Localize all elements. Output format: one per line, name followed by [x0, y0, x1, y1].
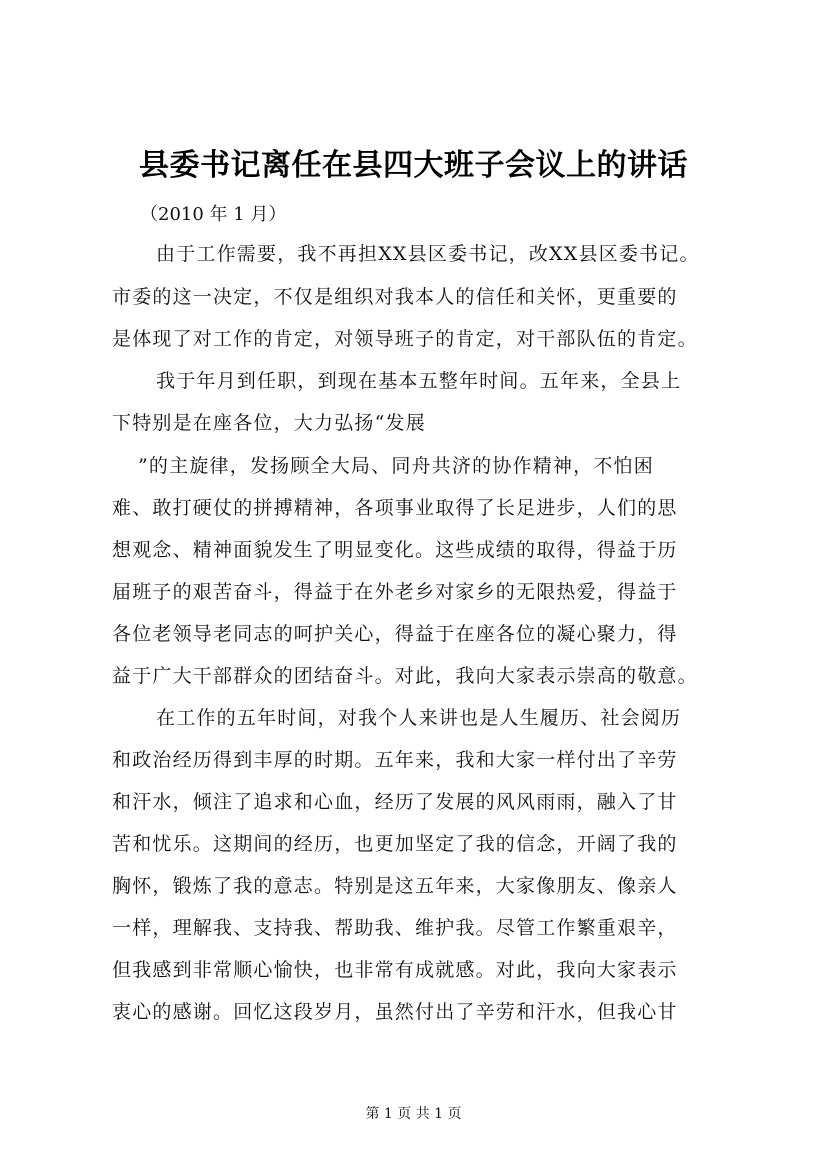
paragraph-line: 我于年月到任职，到现在基本五整年时间。五年来，全县上 [156, 370, 682, 392]
paragraph-line: 在工作的五年时间，对我个人来讲也是人生履历、社会阅历 [156, 707, 682, 729]
paragraph-line: 衷心的感谢。回忆这段岁月，虽然付出了辛劳和汗水，但我心甘 [112, 1001, 678, 1023]
paragraph-line: 一样，理解我、支持我、帮助我、维护我。尽管工作繁重艰辛， [112, 917, 678, 939]
paragraph-line: 市委的这一决定，不仅是组织对我本人的信任和关怀，更重要的 [112, 286, 678, 308]
page-footer: 第 1 页 共 1 页 [365, 1106, 462, 1122]
document-title: 县委书记离任在县四大班子会议上的讲话 [139, 148, 688, 183]
paragraph-line: 和政治经历得到丰厚的时期。五年来，我和大家一样付出了辛劳 [112, 749, 678, 771]
paragraph-line: 由于工作需要，我不再担XX县区委书记，改XX县区委书记。 [156, 243, 700, 265]
paragraph-line: 想观念、精神面貌发生了明显变化。这些成绩的取得，得益于历 [112, 539, 678, 561]
paragraph-line: 益于广大干部群众的团结奋斗。对此，我向大家表示崇高的敬意。 [112, 665, 698, 687]
paragraph-line: 但我感到非常顺心愉快，也非常有成就感。对此，我向大家表示 [112, 959, 678, 981]
paragraph-line: 胸怀，锻炼了我的意志。特别是这五年来，大家像朋友、像亲人 [112, 875, 678, 897]
paragraph-line: 难、敢打硬仗的拼搏精神，各项事业取得了长足进步，人们的思 [112, 497, 678, 519]
paragraph-line: 各位老领导老同志的呵护关心，得益于在座各位的凝心聚力，得 [112, 623, 678, 645]
document-date: （2010 年 1 月） [140, 204, 287, 225]
paragraph-line: 是体现了对工作的肯定，对领导班子的肯定，对干部队伍的肯定。 [112, 328, 698, 350]
paragraph-line: 届班子的艰苦奋斗，得益于在外老乡对家乡的无限热爱，得益于 [112, 581, 678, 603]
paragraph-line: 和汗水，倾注了追求和心血，经历了发展的风风雨雨，融入了甘 [112, 791, 678, 813]
paragraph-line: 苦和忧乐。这期间的经历，也更加坚定了我的信念，开阔了我的 [112, 833, 678, 855]
paragraph-line: ”的主旋律，发扬顾全大局、同舟共济的协作精神，不怕困 [138, 455, 654, 477]
paragraph-line: 下特别是在座各位，大力弘扬“发展 [112, 412, 426, 434]
